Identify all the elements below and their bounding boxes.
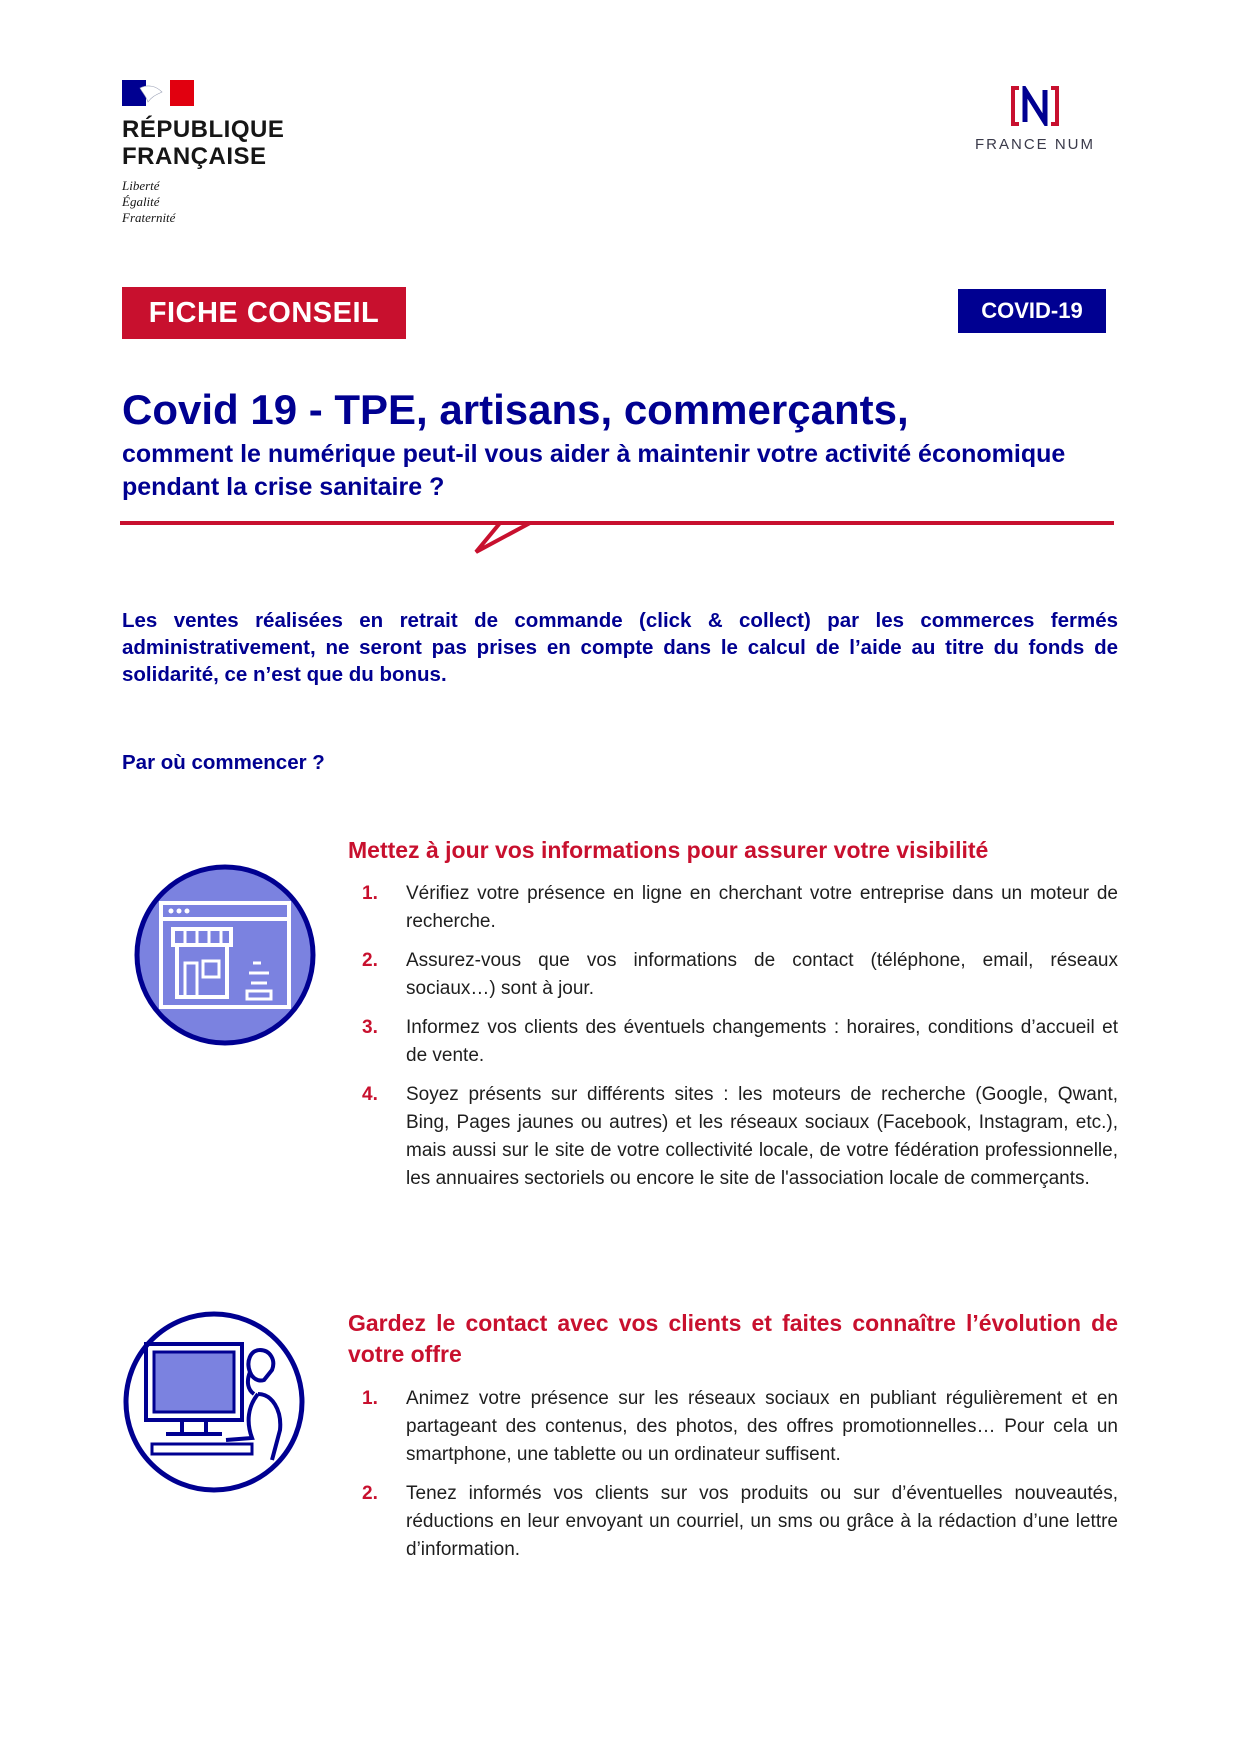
list-item [348,1480,1118,1564]
step-number: 1. [362,883,378,904]
france-num-logo [960,86,1110,153]
step-text: Soyez présents sur différents sites : les moteurs de recherche (Google, Qwant, Bing, Pages jaunes ou autres) et les réseaux sociaux (Facebook, Instagram, etc.), mais aussi sur le site de votre collectivité locale, de votre fédération professionnelle, les annuaires sectoriels ou encore le site de l'association locale de commerçants. [406,1084,1118,1189]
step-number: 2. [362,950,378,971]
section-title-visibility: Mettez à jour vos informations pour assurer votre visibilité [348,837,989,863]
marianne-flag-icon [122,80,194,106]
covid-badge: COVID-19 [958,289,1106,333]
step-text: Informez vos clients des éventuels changements : horaires, conditions d’accueil et de vente. [406,1017,1118,1066]
step-number: 1. [362,1388,378,1409]
fiche-conseil-badge: FICHE CONSEIL [122,287,406,339]
person-at-computer-icon [122,1310,306,1494]
page-title: Covid 19 - TPE, artisans, commerçants, [122,386,909,433]
page-subtitle: comment le numérique peut-il vous aider à maintenir votre activité économique pendant la crise sanitaire ? [122,440,1066,501]
step-text: Animez votre présence sur les réseaux sociaux en publiant régulièrement et en partageant des contenus, des photos, des offres promotionnelles… Pour cela un smartphone, une tablette ou un ordinateur suffisent. [406,1388,1118,1465]
list-item [348,1081,1118,1193]
list-item [348,1014,1118,1070]
france-num-mark-icon [1010,86,1060,126]
contact-steps-list [348,1385,1118,1575]
list-item [348,947,1118,1003]
republique-motto: Liberté Égalité Fraternité [122,178,176,225]
step-number: 4. [362,1084,378,1105]
section-title-contact: Gardez le contact avec vos clients et faites connaître l’évolution de votre offre [348,1310,1118,1367]
republique-name: RÉPUBLIQUE FRANÇAISE [122,116,285,170]
start-heading: Par où commencer ? [122,751,325,774]
list-item [348,880,1118,936]
list-item [348,1385,1118,1469]
step-text: Assurez-vous que vos informations de contact (téléphone, email, réseaux sociaux…) sont à jour. [406,950,1118,999]
visibility-steps-list [348,880,1118,1204]
step-text: Tenez informés vos clients sur vos produits ou sur d’éventuelles nouveautés, réductions en leur envoyant un courriel, un sms ou grâce à la rédaction d’une lettre d’information. [406,1483,1118,1560]
speech-bubble-divider [120,518,1114,558]
step-number: 3. [362,1017,378,1038]
intro-paragraph: Les ventes réalisées en retrait de commande (click & collect) par les commerces fermés administrativement, ne seront pas prises en compte dans le calcul de l’aide au titre du fonds de solidarité, ce n’est que du bonus. [122,609,1118,686]
step-number: 2. [362,1483,378,1504]
storefront-browser-icon [133,863,317,1047]
step-text: Vérifiez votre présence en ligne en cherchant votre entreprise dans un moteur de recherche. [406,883,1118,932]
republique-francaise-logo [122,80,312,226]
france-num-label: FRANCE NUM [975,136,1095,153]
